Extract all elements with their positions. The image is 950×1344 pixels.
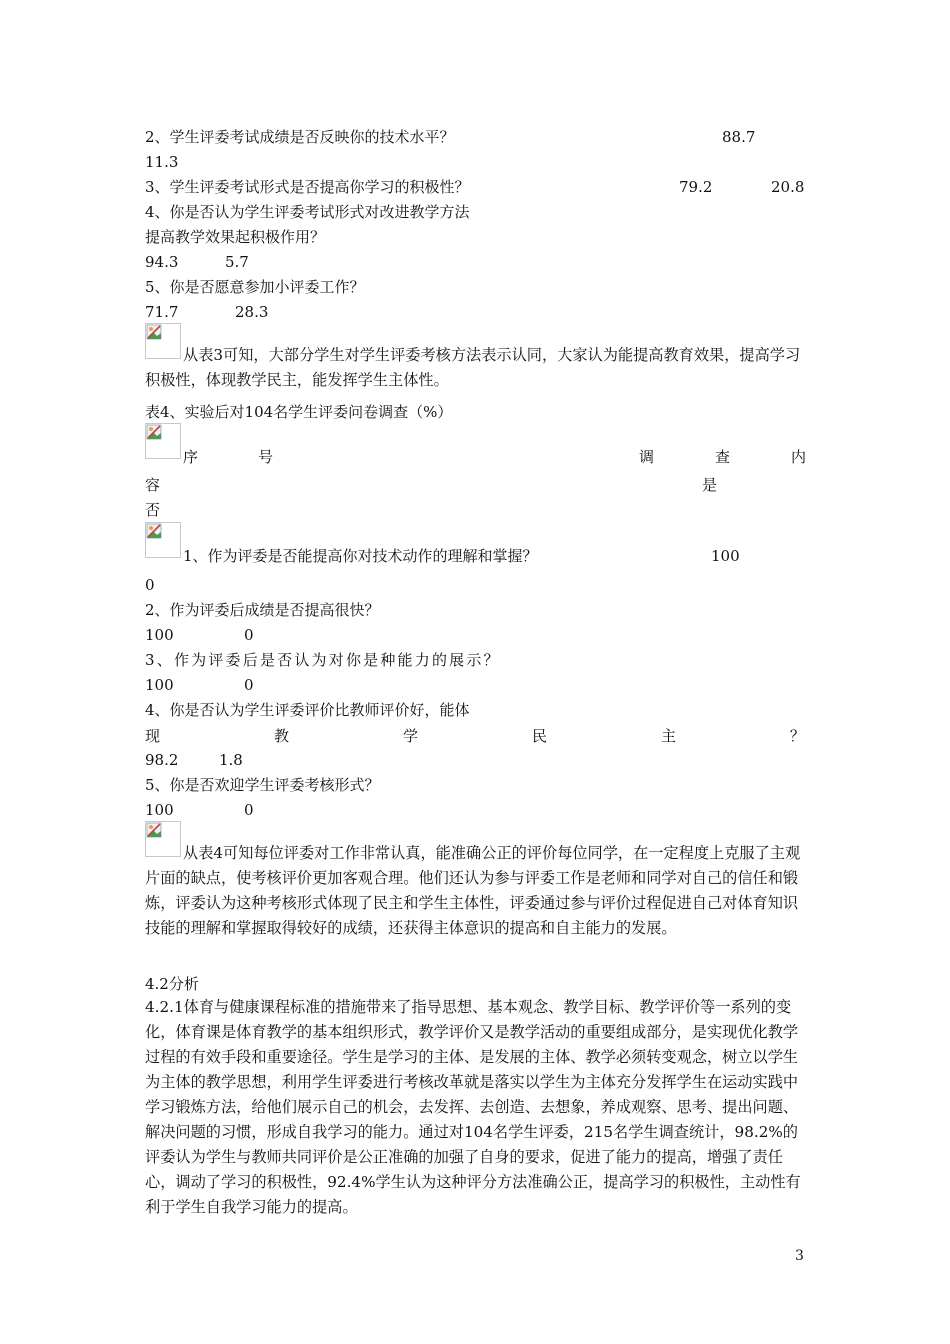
t3-q4-text-line2: 提高教学效果起积极作用？ [145, 228, 326, 246]
t4-q4-char: 主 [660, 727, 676, 745]
t4-header-content-2: 查 [715, 448, 731, 466]
t3-q5-no: 28.3 [235, 303, 269, 321]
t4-q1-no: 0 [145, 576, 155, 594]
t3-q5-yes: 71.7 [145, 303, 179, 321]
section-heading: 4.2分析 [145, 975, 199, 993]
paragraph-analysis: 4.2.1体育与健康课程标准的措施带来了指导思想、基本观念、教学目标、教学评价等一系列的变化，体育课是体育教学的基本组织形式，教学评价又是教学活动的重要组成部分，是实现优化教学过程的有效手段和重要途径。学生是学习的主体、是发展的主体、教学必须转变观念，树立以学生为主体的教学思想，利用学生评委进行考核改革就是落实以学生为主体充分发挥学生在运动实践中学习锻炼方法，给他们展示自己的机会，去发挥、去创造、去想象，养成观察、思考、提出问题、解决问题的习惯，形成自我学习的能力。通过对104名学生评委，215名学生调查统计，98.2%的评委认为学生与教师共同评价是公正准确的加强了自身的要求，促进了能力的提高，增强了责任心，调动了学习的积极性，92.4%学生认为这种评分方法准确公正，提高学习的积极性，主动性有利于学生自我学习能力的提高。 [145, 998, 801, 1216]
t3-q4-yes: 94.3 [145, 253, 179, 271]
t4-header-content-4: 容 [145, 476, 161, 494]
t4-header-seq-2: 号 [258, 448, 274, 466]
t4-q1-text: 1、作为评委是否能提高你对技术动作的理解和掌握？ [183, 547, 538, 565]
t4-q2-text: 2、作为评委后成绩是否提高很快？ [145, 601, 380, 619]
t4-q4-char: 现 [145, 727, 161, 745]
t4-q4-text-line2 [145, 725, 805, 746]
t4-q2-no: 0 [244, 626, 254, 644]
t4-q4-no: 1.8 [219, 751, 243, 769]
paragraph-table4-summary: 从表4可知每位评委对工作非常认真，能准确公正的评价每位同学，在一定程度上克服了主观片面的缺点，使考核评价更加客观合理。他们还认为参与评委工作是老师和同学对自己的信任和锻炼，评委认为这种考核形式体现了民主和学生主体性，评委通过参与评价过程促进自己对体育知识技能的理解和掌握取得较好的成绩，还获得主体意识的提高和自主能力的发展。 [145, 844, 801, 937]
t4-q3-text: 3、作为评委后是否认为对你是种能力的展示？ [145, 651, 501, 669]
t4-q4-char: 学 [402, 727, 418, 745]
t4-q4-char: ？ [789, 727, 805, 745]
t3-q3-no: 20.8 [771, 178, 805, 196]
t4-q3-yes: 100 [145, 676, 174, 694]
page-number: 3 [795, 1248, 804, 1264]
paragraph-table3-summary: 从表3可知，大部分学生对学生评委考核方法表示认同，大家认为能提高教育效果，提高学习积极性，体现教学民主，能发挥学生主体性。 [145, 346, 801, 389]
t4-q4-yes: 98.2 [145, 751, 179, 769]
t4-q3-no: 0 [244, 676, 254, 694]
t4-header-yes: 是 [702, 476, 718, 494]
t4-q4-text-line1: 4、你是否认为学生评委评价比教师评价好，能体 [145, 701, 470, 719]
t4-header-content-1: 调 [639, 448, 655, 466]
broken-image-icon [145, 423, 181, 459]
t3-q4-text-line1: 4、你是否认为学生评委考试形式对改进教学方法 [145, 203, 470, 221]
t3-q2-text: 2、学生评委考试成绩是否反映你的技术水平？ [145, 128, 455, 146]
t3-q3-text: 3、学生评委考试形式是否提高你学习的积极性？ [145, 178, 470, 196]
t4-q4-char: 教 [273, 727, 289, 745]
t3-q2-yes: 88.7 [722, 128, 756, 146]
t4-q4-char: 民 [531, 727, 547, 745]
t4-q5-yes: 100 [145, 801, 174, 819]
t3-q4-no: 5.7 [225, 253, 249, 271]
t4-q1-yes: 100 [711, 547, 740, 565]
broken-image-icon [145, 522, 181, 558]
t4-header-seq-1: 序 [183, 448, 199, 466]
t3-q5-text: 5、你是否愿意参加小评委工作？ [145, 278, 365, 296]
t4-header-content-3: 内 [791, 448, 807, 466]
t4-q2-yes: 100 [145, 626, 174, 644]
t4-q5-text: 5、你是否欢迎学生评委考核形式？ [145, 776, 380, 794]
table4-caption: 表4、实验后对104名学生评委问卷调查（%） [145, 403, 453, 421]
t4-header-no: 否 [145, 501, 161, 519]
t3-q2-no: 11.3 [145, 153, 179, 171]
t3-q3-yes: 79.2 [679, 178, 713, 196]
t4-q5-no: 0 [244, 801, 254, 819]
